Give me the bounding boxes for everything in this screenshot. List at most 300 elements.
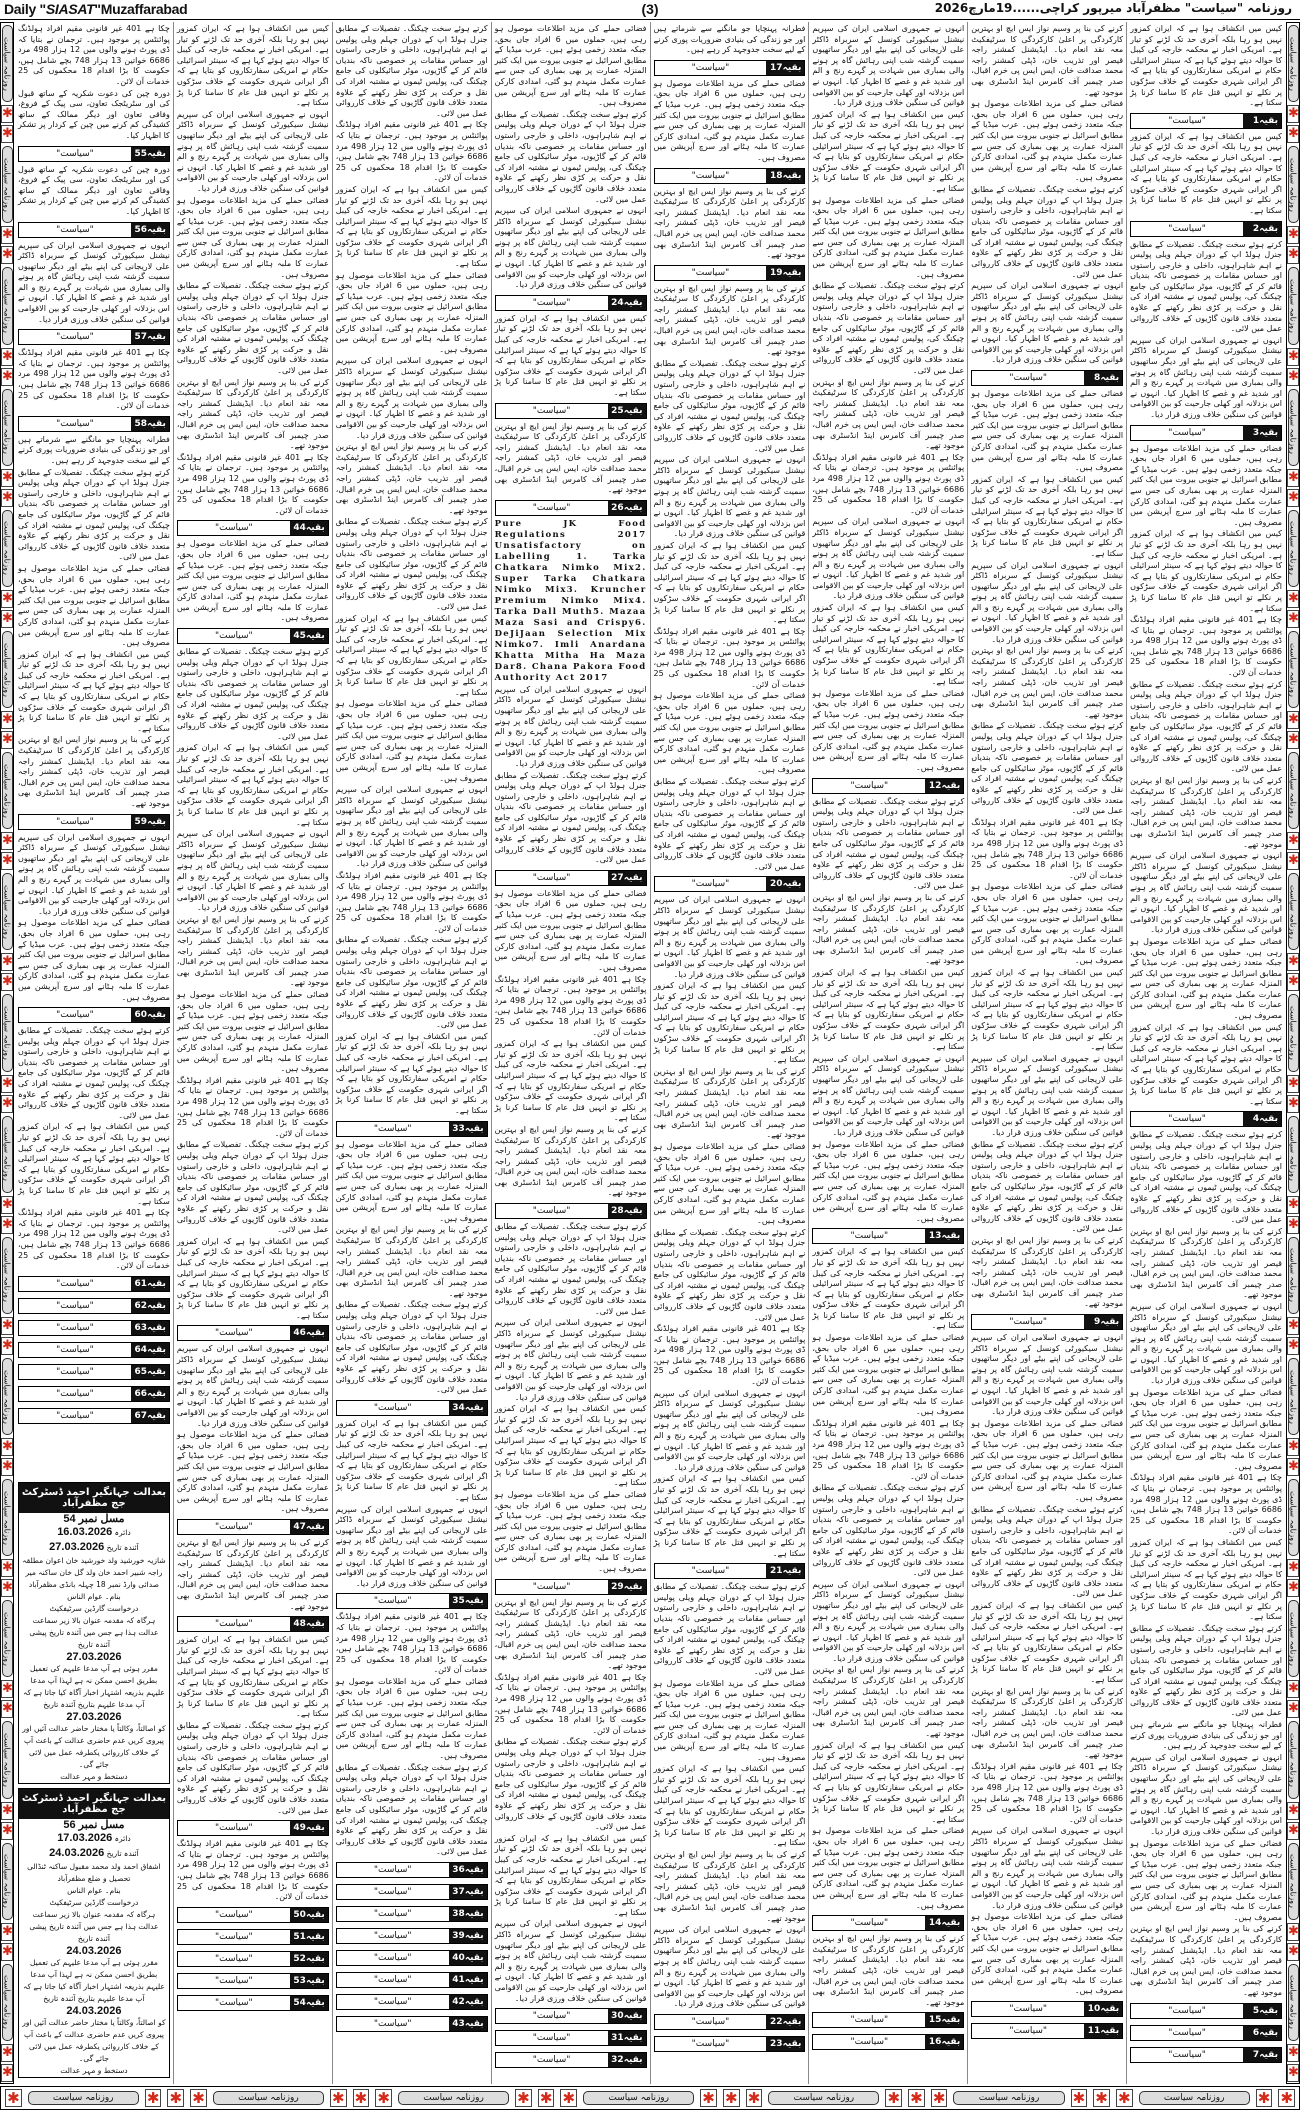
right-border-ornament: [1286, 22, 1300, 2084]
article-paragraph: کیس میں انکشاف ہوا ہے کہ ایران کمزور نہیں ہو رہا بلکہ آخری حد تک لڑنے کو تیار ہے۔ امریکی اخبار نے محکمہ خارجہ کی کیبل کا حوالہ دیتے ہوئے کہا ہے کہ سینئر اسرائیلی حکام نے امریکی سفارتکاروں کو بتایا ہے کہ اگر ایرانی شہری حکومت کے خلاف سڑکوں پر نکلے تو انہیں قتل عام کا سامنا کرنا پڑ سکتا ہے۔: [812, 603, 965, 687]
filed-date-line: [19, 1525, 169, 1540]
star-ornament-icon: ✱: [1288, 1943, 1299, 1959]
star-ornament-icon: ✱: [1288, 1459, 1299, 1475]
continuation-label: [177, 1995, 329, 2011]
article-paragraph: فضائی حملے کی مزید اطلاعات موصول ہو رہی ہیں، حملوں میں 6 افراد جاں بحق، جبکہ متعدد زخمی ہوئے ہیں۔ عرب میڈیا کے مطابق اسرائیل نے جنوبی بیروت میں ایک کثیر المنزلہ عمارت پر بھی بمباری کی جس سے عمارت مکمل منہدم ہو گئی، امدادی کارکن عمارت کا ملبہ ہٹانے اور سرچ آپریشن میں مصروف ہیں۔: [494, 24, 647, 108]
article-paragraph: کیس میں انکشاف ہوا ہے کہ ایران کمزور نہیں ہو رہا بلکہ آخری حد تک لڑنے کو تیار ہے۔ امریکی اخبار نے محکمہ خارجہ کی کیبل کا حوالہ دیتے ہوئے کہا ہے کہ سینئر اسرائیلی حکام نے امریکی سفارتکاروں کو بتایا ہے کہ اگر ایرانی شہری حکومت کے خلاف سڑکوں پر نکلے تو انہیں قتل عام کا سامنا کرنا پڑ سکتا ہے۔: [176, 24, 329, 108]
continuation-num: 39: [452, 1930, 465, 1941]
star-ornament-icon: ✱: [1288, 1802, 1299, 1818]
continuation-label: [971, 2001, 1123, 2017]
continuation-prefix: بقیہ: [147, 1278, 166, 1289]
continuation-number: [449, 1863, 487, 1877]
continuation-num: 57: [134, 332, 148, 343]
continuation-number: [449, 1973, 487, 1987]
continuation-paper-label: "سیاست": [19, 815, 131, 829]
border-caption: روزنامہ سیاست: [1288, 994, 1299, 1071]
article-paragraph: کیس میں انکشاف ہوا ہے کہ ایران کمزور نہیں ہو رہا بلکہ آخری حد تک لڑنے کو تیار ہے۔ امریکی اخبار نے محکمہ خارجہ کی کیبل کا حوالہ دیتے ہوئے کہا ہے کہ سینئر اسرائیلی حکام نے امریکی سفارتکاروں کو بتایا ہے کہ اگر ایرانی شہری حکومت کے خلاف سڑکوں پر نکلے تو انہیں قتل عام کا سامنا کرنا پڑ سکتا ہے۔: [812, 109, 965, 193]
star-ornament-icon: ✱: [1288, 348, 1299, 364]
continuation-paper-label: "سیاست": [178, 1974, 290, 1988]
continuation-label: [18, 416, 170, 432]
article-paragraph: کرتے ہوئے سخت چیکنگ۔ تفصیلات کے مطابق جنرل ہولڈ اپ کے دوران جہلم ویلی پولیس نے اہم شاہراہوں، داخلی و خارجی راستوں اور حساس مقامات پر خصوصی ناکہ بندیاں قائم کر کے گاڑیوں، موٹر سائیکلوں کی جامع چیکنگ کی، پولیس ٹیموں نے مشتبہ افراد کی نقل و حرکت پر کڑی نظر رکھنے کے علاوہ متعدد خلاف قانون گاڑیوں کے خلاف کارروائی عمل میں لائی۔: [176, 1720, 329, 1815]
article-paragraph: انہوں نے جمہوری اسلامی ایران کی سپریم نیشنل سیکیورٹی کونسل کے سربراہ ڈاکٹر علی لاریجانی کی اپنے بیٹے اور دیگر ساتھیوں سمیت گزشتہ شب اپنی رہائش گاہ پر ہونے والی بمباری میں شہادت پر گہرے رنج و الم اور شدید غم و غصے کا اظہار کیا۔ انہوں نے اس بزدلانہ اور کھلی جارحیت کو بین الاقوامی قوانین کی سنگین خلاف ورزی قرار دیا۔: [812, 1579, 965, 1663]
article-paragraph: کرتے ہوئے سخت چیکنگ۔ تفصیلات کے مطابق جنرل ہولڈ اپ کے دوران جہلم ویلی پولیس نے اہم شاہراہوں، داخلی و خارجی راستوں اور حساس مقامات پر خصوصی ناکہ بندیاں قائم کر کے گاڑیوں، موٹر سائیکلوں کی جامع چیکنگ کی، پولیس ٹیموں نے مشتبہ افراد کی نقل و حرکت پر کڑی نظر رکھنے کے علاوہ متعدد خلاف قانون گاڑیوں کے خلاف کارروائی عمل میں لائی۔: [653, 358, 806, 453]
continuation-label: [495, 500, 647, 516]
continuation-number: [1084, 2002, 1122, 2016]
continuation-number: [608, 2053, 646, 2067]
article-paragraph: کرنے کی بنا پر وسیم نواز ایس ایچ او بہترین کارکردگی پر اعلیٰ کارکردگی کا سرٹیفکیٹ معہ نقد انعام دیا۔ ایڈیشنل کمشنر راجہ قیصر اور تذریب خان، ڈپٹی کمشنر راجہ محمد صداقت خان، ایس ایس پی خرم اقبال، صدر چیمبر آف کامرس اینڈ انڈسٹری بھی موجود تھے۔: [335, 442, 488, 515]
article-paragraph: انہوں نے جمہوری اسلامی ایران کی سپریم نیشنل سیکیورٹی کونسل کے سربراہ ڈاکٹر علی لاریجانی کی اپنے بیٹے اور دیگر ساتھیوں سمیت گزشتہ شب اپنی رہائش گاہ پر ہونے والی بمباری میں شہادت پر گہرے رنج و الم اور شدید غم و غصے کا اظہار کیا۔ انہوں نے اس بزدلانہ اور کھلی جارحیت کو بین الاقوامی قوانین کی سنگین خلاف ورزی قرار دیا۔: [1130, 335, 1282, 419]
continuation-paper-label: "سیاست": [496, 296, 608, 310]
star-ornament-icon: ✱: [560, 2089, 577, 2107]
continuation-label: [336, 2016, 488, 2032]
continuation-num: 12: [928, 780, 942, 791]
continuation-prefix: بقیہ: [147, 1344, 166, 1355]
article-paragraph: چکا ہے 401 غیر قانونی مقیم افراد ہولڈنگ پوائنٹس پر موجود ہیں۔ ترجمان نے بتایا کہ ڈی پورٹ ہونے والوں میں 12 ہزار 498 مرد 6686 خواتین 13 ہزار 748 بچے شامل ہیں، حکومت کا بڑا اقدام 18 محکموں کی 25 خدمات آن لائن۔: [971, 817, 1124, 880]
paper-name-prefix: Daily ": [4, 1, 46, 17]
continuation-prefix: بقیہ: [623, 297, 643, 308]
article-paragraph: کیس میں انکشاف ہوا ہے کہ ایران کمزور نہیں ہو رہا بلکہ آخری حد تک لڑنے کو تیار ہے۔ امریکی اخبار نے محکمہ خارجہ کی کیبل کا حوالہ دیتے ہوئے کہا ہے کہ سینئر اسرائیلی حکام نے امریکی سفارتکاروں کو بتایا ہے کہ اگر ایرانی شہری حکومت کے خلاف سڑکوں پر نکلے تو انہیں قتل عام کا سامنا کرنا پڑ سکتا ہے۔: [1130, 131, 1282, 215]
continuation-prefix: بقیہ: [1100, 373, 1120, 383]
continuation-prefix: بقیہ: [464, 1974, 484, 1985]
continuation-number: [925, 2035, 963, 2049]
article-paragraph: کرتے ہوئے سخت چیکنگ۔ تفصیلات کے مطابق جنرل ہولڈ اپ کے دوران جہلم ویلی پولیس نے اہم شاہراہوں، داخلی و خارجی راستوں اور حساس مقامات پر خصوصی ناکہ بندیاں قائم کر کے گاڑیوں، موٹر سائیکلوں کی جامع چیکنگ کی، پولیس ٹیموں نے مشتبہ افراد کی نقل و حرکت پر کڑی نظر رکھنے کے علاوہ متعدد خلاف قانون گاڑیوں کے خلاف کارروائی عمل میں لائی۔: [1130, 239, 1282, 334]
article-paragraph: کیس میں انکشاف ہوا ہے کہ ایران کمزور نہیں ہو رہا بلکہ آخری حد تک لڑنے کو تیار ہے۔ امریکی اخبار نے محکمہ خارجہ کی کیبل کا حوالہ دیتے ہوئے کہا ہے کہ سینئر اسرائیلی حکام نے امریکی سفارتکاروں کو بتایا ہے کہ اگر ایرانی شہری حکومت کے خلاف سڑکوں پر نکلے تو انہیں قتل عام کا سامنا کرنا پڑ سکتا ہے۔: [335, 1418, 488, 1502]
article-paragraph: دورہ چین کی دعوت شکریہ کے ساتھ قبول کی اور سٹریٹجک تعاون، سی پیک کے فروغ، وفاقی تعاون اور دیگر ممالک کے ساتھ کشیدگی کم کرنے میں چین کے کردار پر تشکر کا اظہار کیا۔: [18, 164, 170, 216]
border-caption: روزنامہ سیاست: [2, 146, 13, 223]
continuation-num: 42: [452, 1996, 465, 2007]
article-paragraph: چکا ہے 401 غیر قانونی مقیم افراد ہولڈنگ پوائنٹس پر موجود ہیں۔ ترجمان نے بتایا کہ ڈی پورٹ ہونے والوں میں 12 ہزار 498 مرد 6686 خواتین 13 ہزار 748 بچے شامل ہیں، حکومت کا بڑا اقدام 18 محکموں کی 25 خدمات آن لائن۔: [335, 870, 488, 933]
continuation-label: [654, 265, 806, 281]
continuation-prefix: بقیہ: [305, 1823, 325, 1834]
continuation-prefix: بقیہ: [1259, 1114, 1278, 1125]
article-paragraph: کرتے ہوئے سخت چیکنگ۔ تفصیلات کے مطابق جنرل ہولڈ اپ کے دوران جہلم ویلی پولیس نے اہم شاہراہوں، داخلی و خارجی راستوں اور حساس مقامات پر خصوصی ناکہ بندیاں قائم کر کے گاڑیوں، موٹر سائیکلوں کی جامع چیکنگ کی، پولیس ٹیموں نے مشتبہ افراد کی نقل و حرکت پر کڑی نظر رکھنے کے علاوہ متعدد خلاف قانون گاڑیوں کے خلاف کارروائی عمل میں لائی۔: [1130, 1623, 1282, 1718]
article-paragraph: چکا ہے 401 غیر قانونی مقیم افراد ہولڈنگ پوائنٹس پر موجود ہیں۔ ترجمان نے بتایا کہ ڈی پورٹ ہونے والوں میں 12 ہزار 498 مرد 6686 خواتین 13 ہزار 748 بچے شامل ہیں، حکومت کا بڑا اقدام 18 محکموں کی 25 خدمات آن لائن۔: [18, 24, 170, 86]
continuation-paper-label: "سیاست": [178, 1930, 290, 1944]
article-paragraph: کیس میں انکشاف ہوا ہے کہ ایران کمزور نہیں ہو رہا بلکہ آخری حد تک لڑنے کو تیار ہے۔ امریکی اخبار نے محکمہ خارجہ کی کیبل کا حوالہ دیتے ہوئے کہا ہے کہ سینئر اسرائیلی حکام نے امریکی سفارتکاروں کو بتایا ہے کہ اگر ایرانی شہری حکومت کے خلاف سڑکوں پر نکلے تو انہیں قتل عام کا سامنا کرنا پڑ سکتا ہے۔: [494, 313, 647, 397]
hearing-date: 27.03.2026: [66, 1711, 122, 1723]
article-paragraph: کیس میں انکشاف ہوا ہے کہ ایران کمزور نہیں ہو رہا بلکہ آخری حد تک لڑنے کو تیار ہے۔ امریکی اخبار نے محکمہ خارجہ کی کیبل کا حوالہ دیتے ہوئے کہا ہے کہ سینئر اسرائیلی حکام نے امریکی سفارتکاروں کو بتایا ہے کہ اگر ایرانی شہری حکومت کے خلاف سڑکوں پر نکلے تو انہیں قتل عام کا سامنا کرنا پڑ سکتا ہے۔: [494, 1833, 647, 1917]
continuation-prefix: بقیہ: [782, 62, 802, 73]
continuation-label: [336, 1928, 488, 1944]
continuation-paper-label: "سیاست": [178, 1821, 290, 1835]
continuation-prefix: بقیہ: [147, 332, 166, 343]
continuation-number: [925, 779, 963, 793]
subject-text: درخواست گارڈین سرٹیفکیٹ: [49, 1604, 139, 1613]
article-paragraph: کرتے ہوئے سخت چیکنگ۔ تفصیلات کے مطابق جنرل ہولڈ اپ کے دوران جہلم ویلی پولیس نے اہم شاہراہوں، داخلی و خارجی راستوں اور حساس مقامات پر خصوصی ناکہ بندیاں قائم کر کے گاڑیوں، موٹر سائیکلوں کی جامع چیکنگ کی، پولیس ٹیموں نے مشتبہ افراد کی نقل و حرکت پر کڑی نظر رکھنے کے علاوہ متعدد خلاف قانون گاڑیوں کے خلاف کارروائی عمل میں لائی۔: [335, 517, 488, 612]
continuation-paper-label: "سیاست": [496, 2009, 608, 2023]
continuation-prefix: بقیہ: [464, 2018, 484, 2029]
star-ornament-icon: ✱: [167, 2089, 184, 2107]
continuation-prefix: بقیہ: [623, 2011, 643, 2022]
continuation-num: 6: [1252, 2027, 1260, 2038]
star-ornament-icon: ✱: [908, 2089, 925, 2107]
star-ornament-icon: ✱: [1288, 106, 1299, 122]
article-paragraph: فضائی حملے کی مزید اطلاعات موصول ہو رہی ہیں، حملوں میں 6 افراد جاں بحق، جبکہ متعدد زخمی ہوئے ہیں۔ عرب میڈیا کے مطابق اسرائیل نے جنوبی بیروت میں ایک کثیر المنزلہ عمارت پر بھی بمباری کی جس سے عمارت مکمل منہدم ہو گئی، امدادی کارکن عمارت کا ملبہ ہٹانے اور سرچ آپریشن میں مصروف ہیں۔: [1130, 936, 1282, 1021]
border-caption: روزنامہ سیاست: [2, 631, 13, 708]
continuation-paper-label: "سیاست": [655, 169, 767, 183]
continuation-num: 41: [452, 1974, 465, 1985]
article-paragraph: فضائی حملے کی مزید اطلاعات موصول ہو رہی ہیں، حملوں میں 6 افراد جاں بحق، جبکہ متعدد زخمی ہوئے ہیں۔ عرب میڈیا کے مطابق اسرائیل نے جنوبی بیروت میں ایک کثیر المنزلہ عمارت پر بھی بمباری کی جس سے عمارت مکمل منہدم ہو گئی، امدادی کارکن عمارت کا ملبہ ہٹانے اور سرچ آپریشن میں مصروف ہیں۔: [176, 990, 329, 1074]
continuation-number: [290, 629, 328, 643]
continuation-prefix: بقیہ: [305, 1975, 325, 1986]
article-paragraph: کیس میں انکشاف ہوا ہے کہ ایران کمزور نہیں ہو رہا بلکہ آخری حد تک لڑنے کو تیار ہے۔ امریکی اخبار نے محکمہ خارجہ کی کیبل کا حوالہ دیتے ہوئے کہا ہے کہ سینئر اسرائیلی حکام نے امریکی سفارتکاروں کو بتایا ہے کہ اگر ایرانی شہری حکومت کے خلاف سڑکوں پر نکلے تو انہیں قتل عام کا سامنا کرنا پڑ سکتا ہے۔: [335, 1031, 488, 1115]
article-paragraph: فضائی حملے کی مزید اطلاعات موصول ہو رہی ہیں، حملوں میں 6 افراد جاں بحق، جبکہ متعدد زخمی ہوئے ہیں۔ عرب میڈیا کے مطابق اسرائیل نے جنوبی بیروت میں ایک کثیر المنزلہ عمارت پر بھی بمباری کی جس سے عمارت مکمل منہدم ہو گئی، امدادی کارکن عمارت کا ملبہ ہٹانے اور سرچ آپریشن میں مصروف ہیں۔: [1130, 1387, 1282, 1471]
continuation-prefix: بقیہ: [464, 1864, 484, 1875]
article-paragraph: کرنے کی بنا پر وسیم نواز ایس ایچ او بہترین کارکردگی پر اعلیٰ کارکردگی کا سرٹیفکیٹ معہ نقد انعام دیا۔ ایڈیشنل کمشنر راجہ قیصر اور تذریب خان، ڈپٹی کمشنر راجہ محمد صداقت خان، ایس ایس پی خرم اقبال، صدر چیمبر آف کامرس اینڈ انڈسٹری بھی موجود تھے۔: [812, 1665, 965, 1739]
continuation-label: [812, 778, 964, 794]
star-ornament-icon: ✱: [2, 853, 13, 869]
article-paragraph: چکا ہے 401 غیر قانونی مقیم افراد ہولڈنگ پوائنٹس پر موجود ہیں۔ ترجمان نے بتایا کہ ڈی پورٹ ہونے والوں میں 12 ہزار 498 مرد 6686 خواتین 13 ہزار 748 بچے شامل ہیں، حکومت کا بڑا اقدام 18 محکموں کی 25 خدمات آن لائن۔: [812, 452, 965, 515]
star-ornament-icon: ✱: [1278, 2089, 1295, 2107]
continuation-prefix: بقیہ: [147, 1410, 166, 1421]
continuation-num: 29: [611, 1581, 624, 1592]
continuation-number: [766, 169, 804, 183]
continuation-number: [1243, 1112, 1281, 1126]
article-paragraph: چکا ہے 401 غیر قانونی مقیم افراد ہولڈنگ پوائنٹس پر موجود ہیں۔ ترجمان نے بتایا کہ ڈی پورٹ ہونے والوں میں 12 ہزار 498 مرد 6686 خواتین 13 ہزار 748 بچے شامل ہیں، حکومت کا بڑا اقدام 18 محکموں کی 25 خدمات آن لائن۔: [176, 1839, 329, 1902]
continuation-num: 47: [293, 1521, 306, 1532]
article-paragraph: کرنے کی بنا پر وسیم نواز ایس ایچ او بہترین کارکردگی پر اعلیٰ کارکردگی کا سرٹیفکیٹ معہ نقد انعام دیا۔ ایڈیشنل کمشنر راجہ قیصر اور تذریب خان، ڈپٹی کمشنر راجہ محمد صداقت خان، ایس ایس پی خرم اقبال، صدر چیمبر آف کامرس اینڈ انڈسٹری بھی موجود تھے۔: [335, 1225, 488, 1298]
article-paragraph: انہوں نے جمہوری اسلامی ایران کی سپریم نیشنل سیکیورٹی کونسل کے سربراہ ڈاکٹر علی لاریجانی کی اپنے بیٹے اور دیگر ساتھیوں سمیت گزشتہ شب اپنی رہائش گاہ پر ہونے والی بمباری میں شہادت پر گہرے رنج و الم اور شدید غم و غصے کا اظہار کیا۔ انہوں نے اس بزدلانہ اور کھلی جارحیت کو بین الاقوامی قوانین کی سنگین خلاف ورزی قرار دیا۔: [653, 455, 806, 539]
star-ornament-icon: ✱: [330, 2089, 347, 2107]
continuation-prefix: بقیہ: [782, 170, 802, 181]
article-paragraph: کرنے کی بنا پر وسیم نواز ایس ایچ او بہترین کارکردگی پر اعلیٰ کارکردگی کا سرٹیفکیٹ معہ نقد انعام دیا۔ ایڈیشنل کمشنر راجہ قیصر اور تذریب خان، ڈپٹی کمشنر راجہ محمد صداقت خان، ایس ایس پی خرم اقبال، صدر چیمبر آف کامرس اینڈ انڈسٹری بھی موجود تھے۔: [18, 735, 170, 808]
article-paragraph: کرتے ہوئے سخت چیکنگ۔ تفصیلات کے مطابق جنرل ہولڈ اپ کے دوران جہلم ویلی پولیس نے اہم شاہراہوں، داخلی و خارجی راستوں اور حساس مقامات پر خصوصی ناکہ بندیاں قائم کر کے گاڑیوں، موٹر سائیکلوں کی جامع چیکنگ کی، پولیس ٹیموں نے مشتبہ افراد کی نقل و حرکت پر کڑی نظر رکھنے کے علاوہ متعدد خلاف قانون گاڑیوں کے خلاف کارروائی عمل میں لائی۔: [494, 1222, 647, 1316]
continuation-number: [131, 417, 169, 431]
continuation-label: [812, 1228, 964, 1244]
news-column: [15, 22, 173, 2084]
continuation-prefix: بقیہ: [1259, 2049, 1278, 2060]
continuation-paper-label: "سیاست": [655, 1564, 767, 1578]
continuation-prefix: بقیہ: [305, 523, 325, 534]
article-paragraph: انہوں نے جمہوری اسلامی ایران کی سپریم نیشنل سیکیورٹی کونسل کے سربراہ ڈاکٹر علی لاریجانی کی اپنے بیٹے اور دیگر ساتھیوں سمیت گزشتہ شب اپنی رہائش گاہ پر ہونے والی بمباری میں شہادت پر گہرے رنج و الم اور شدید غم و غصے کا اظہار کیا۔ انہوں نے اس بزدلانہ اور کھلی جارحیت کو بین الاقوامی قوانین کی سنگین خلاف ورزی قرار دیا۔: [494, 1318, 647, 1402]
border-caption: روزنامہ سیاست: [2, 510, 13, 587]
continuation-label: [336, 1121, 488, 1137]
continuation-num: 34: [452, 1402, 465, 1413]
article-paragraph: انہوں نے جمہوری اسلامی ایران کی سپریم نیشنل سیکیورٹی کونسل کے سربراہ ڈاکٹر علی لاریجانی کی اپنے بیٹے اور دیگر ساتھیوں سمیت گزشتہ شب اپنی رہائش گاہ پر ہونے والی بمباری میں شہادت پر گہرے رنج و الم اور شدید غم و غصے کا اظہار کیا۔ انہوں نے اس بزدلانہ اور کھلی جارحیت کو بین الاقوامی قوانین کی سنگین خلاف ورزی قرار دیا۔: [18, 240, 170, 324]
continuation-paper-label: "سیاست": [337, 1951, 449, 1965]
continuation-prefix: بقیہ: [623, 2055, 643, 2066]
court-notice-title: بعدالت جہانگیر احمد ڈسٹرکٹ جج مظفرآباد: [19, 1789, 169, 1819]
continuation-label: [18, 222, 170, 238]
masthead-strip: [0, 0, 1300, 20]
article-paragraph: کرنے کی بنا پر وسیم نواز ایس ایچ او بہترین کارکردگی پر اعلیٰ کارکردگی کا سرٹیفکیٹ معہ نقد انعام دیا۔ ایڈیشنل کمشنر راجہ قیصر اور تذریب خان، ڈپٹی کمشنر راجہ محمد صداقت خان، ایس ایس پی خرم اقبال، صدر چیمبر آف کامرس اینڈ انڈسٹری بھی موجود تھے۔: [971, 1235, 1124, 1309]
continuation-num: 18: [770, 170, 783, 181]
continuation-num: 16: [928, 2037, 942, 2048]
continuation-number: [449, 1951, 487, 1965]
continuation-prefix: بقیہ: [305, 1997, 325, 2008]
star-ornament-icon: ✱: [1288, 732, 1299, 748]
continuation-prefix: بقیہ: [464, 1402, 484, 1413]
paper-city: "Muzaffarabad: [94, 1, 188, 17]
article-paragraph: فطرانہ پہنچایا جو مانگنے سے شرماتے ہیں اور جو زندگی کی بنیادی ضروریات پوری کرنے کے لیے سخت جدوجہد کر رہے ہیں۔: [653, 24, 806, 55]
article-paragraph: کرتے ہوئے سخت چیکنگ۔ تفصیلات کے مطابق جنرل ہولڈ اپ کے دوران جہلم ویلی پولیس نے اہم شاہراہوں، داخلی و خارجی راستوں اور حساس مقامات پر خصوصی ناکہ بندیاں قائم کر کے گاڑیوں، موٹر سائیکلوں کی جامع چیکنگ کی، پولیس ٹیموں نے مشتبہ افراد کی نقل و حرکت پر کڑی نظر رکھنے کے علاوہ متعدد خلاف قانون گاڑیوں کے خلاف کارروائی عمل میں لائی۔: [335, 24, 488, 118]
continuation-paper-label: "سیاست": [337, 1995, 449, 2009]
continuation-num: 65: [134, 1366, 148, 1377]
continuation-number: [131, 1299, 169, 1313]
continuation-num: 61: [134, 1278, 148, 1289]
next-date: 24.03.2026: [49, 1847, 105, 1859]
continuation-paper-label: "سیاست": [496, 404, 608, 418]
continuation-prefix: بقیہ: [305, 1931, 325, 1942]
continuation-label: [1130, 425, 1282, 441]
article-paragraph: فضائی حملے کی مزید اطلاعات موصول ہو رہی ہیں، حملوں میں 6 افراد جاں بحق، جبکہ متعدد زخمی ہوئے ہیں۔ عرب میڈیا کے مطابق اسرائیل نے جنوبی بیروت میں ایک کثیر المنزلہ عمارت پر بھی بمباری کی جس سے عمارت مکمل منہدم ہو گئی، امدادی کارکن عمارت کا ملبہ ہٹانے اور سرچ آپریشن میں مصروف ہیں۔: [335, 1676, 488, 1761]
continuation-label: [177, 628, 329, 644]
continuation-paper-label: "سیاست": [813, 1229, 925, 1243]
versus-text: بنام۔ عوام الناس: [67, 1886, 121, 1895]
court-signature: دستخط و مہر عدالت: [60, 1772, 128, 1781]
next-date-line: [19, 1846, 169, 1861]
continuation-label: [177, 520, 329, 536]
article-paragraph: کرنے کی بنا پر وسیم نواز ایس ایچ او بہترین کارکردگی پر اعلیٰ کارکردگی کا سرٹیفکیٹ معہ نقد انعام دیا۔ ایڈیشنل کمشنر راجہ قیصر اور تذریب خان، ڈپٹی کمشنر راجہ محمد صداقت خان، ایس ایس پی خرم اقبال، صدر چیمبر آف کامرس اینڈ انڈسٹری بھی موجود تھے۔: [653, 186, 806, 260]
article-paragraph: فضائی حملے کی مزید اطلاعات موصول ہو رہی ہیں، حملوں میں 6 افراد جاں بحق، جبکہ متعدد زخمی ہوئے ہیں۔ عرب میڈیا کے مطابق اسرائیل نے جنوبی بیروت میں ایک کثیر المنزلہ عمارت پر بھی بمباری کی جس سے عمارت مکمل منہدم ہو گئی، امدادی کارکن عمارت کا ملبہ ہٹانے اور سرچ آپریشن میں مصروف ہیں۔: [812, 1826, 965, 1910]
continuation-paper-label: "سیاست": [1131, 2004, 1243, 2018]
continuation-paper-label: "سیاست": [337, 1973, 449, 1987]
article-paragraph: کیس میں انکشاف ہوا ہے کہ ایران کمزور نہیں ہو رہا بلکہ آخری حد تک لڑنے کو تیار ہے۔ امریکی اخبار نے محکمہ خارجہ کی کیبل کا حوالہ دیتے ہوئے کہا ہے کہ سینئر اسرائیلی حکام نے امریکی سفارتکاروں کو بتایا ہے کہ اگر ایرانی شہری حکومت کے خلاف سڑکوں پر نکلے تو انہیں قتل عام کا سامنا کرنا پڑ سکتا ہے۔: [335, 184, 488, 269]
continuation-number: [449, 1929, 487, 1943]
continuation-label: [18, 814, 170, 830]
continuation-num: 51: [293, 1931, 306, 1942]
continuation-number: [290, 1908, 328, 1922]
article-paragraph: انہوں نے جمہوری اسلامی ایران کی سپریم نیشنل سیکیورٹی کونسل کے سربراہ ڈاکٹر علی لاریجانی کی اپنے بیٹے اور دیگر ساتھیوں سمیت گزشتہ شب اپنی رہائش گاہ پر ہونے والی بمباری میں شہادت پر گہرے رنج و الم اور شدید غم و غصے کا اظہار کیا۔ انہوں نے اس بزدلانہ اور کھلی جارحیت کو بین الاقوامی قوانین کی سنگین خلاف ورزی قرار دیا۔: [812, 24, 965, 108]
continuation-paper-label: "سیاست": [178, 1996, 290, 2010]
star-ornament-icon: ✱: [700, 2089, 717, 2107]
article-paragraph: انہوں نے جمہوری اسلامی ایران کی سپریم نیشنل سیکیورٹی کونسل کے سربراہ ڈاکٹر علی لاریجانی کی اپنے بیٹے اور دیگر ساتھیوں سمیت گزشتہ شب اپنی رہائش گاہ پر ہونے والی بمباری میں شہادت پر گہرے رنج و الم اور شدید غم و غصے کا اظہار کیا۔ انہوں نے اس بزدلانہ اور کھلی جارحیت کو بین الاقوامی قوانین کی سنگین خلاف ورزی قرار دیا۔: [494, 206, 647, 290]
star-ornament-icon: ✱: [375, 2089, 392, 2107]
border-caption: روزنامہ سیاست: [2, 1600, 13, 1677]
star-ornament-icon: ✱: [538, 2089, 555, 2107]
continuation-label: [1130, 113, 1282, 129]
border-caption: روزنامہ سیاست: [1288, 1237, 1299, 1314]
continuation-label: [336, 1862, 488, 1878]
article-paragraph: کیس میں انکشاف ہوا ہے کہ ایران کمزور نہیں ہو رہا بلکہ آخری حد تک لڑنے کو تیار ہے۔ امریکی اخبار نے محکمہ خارجہ کی کیبل کا حوالہ دیتے ہوئے کہا ہے کہ سینئر اسرائیلی حکام نے امریکی سفارتکاروں کو بتایا ہے کہ اگر ایرانی شہری حکومت کے خلاف سڑکوں پر نکلے تو انہیں قتل عام کا سامنا کرنا پڑ سکتا ہے۔: [176, 743, 329, 827]
star-ornament-icon: ✱: [1288, 1337, 1299, 1353]
article-paragraph: چکا ہے 401 غیر قانونی مقیم افراد ہولڈنگ پوائنٹس پر موجود ہیں۔ ترجمان نے بتایا کہ ڈی پورٹ ہونے والوں میں 12 ہزار 498 مرد 6686 خواتین 13 ہزار 748 بچے شامل ہیں، حکومت کا بڑا اقدام 18 محکموں کی 25 خدمات آن لائن۔: [653, 626, 806, 689]
article-paragraph: کرنے کی بنا پر وسیم نواز ایس ایچ او بہترین کارکردگی پر اعلیٰ کارکردگی کا سرٹیفکیٹ معہ نقد انعام دیا۔ ایڈیشنل کمشنر راجہ قیصر اور تذریب خان، ڈپٹی کمشنر راجہ محمد صداقت خان، ایس ایس پی خرم اقبال، صدر چیمبر آف کامرس اینڈ انڈسٹری بھی موجود تھے۔: [971, 646, 1124, 719]
star-ornament-icon: ✱: [2, 247, 13, 263]
star-ornament-icon: ✱: [723, 2089, 740, 2107]
notice-body: مقرر ہوئی ہے آپ مدعا علیہم کی تعمیل بطریق احسن ممکن نہ ہے لہذا آپ مدعا علیہم بذریعہ اشتہار اخبار آگاہ کیا جاتا ہے کہ آپ مدعا علیہم بتاریخ آئندہ تاریخ: [23, 1664, 165, 1709]
article-paragraph: کیس میں انکشاف ہوا ہے کہ ایران کمزور نہیں ہو رہا بلکہ آخری حد تک لڑنے کو تیار ہے۔ امریکی اخبار نے محکمہ خارجہ کی کیبل کا حوالہ دیتے ہوئے کہا ہے کہ سینئر اسرائیلی حکام نے امریکی سفارتکاروں کو بتایا ہے کہ اگر ایرانی شہری حکومت کے خلاف سڑکوں پر نکلے تو انہیں قتل عام کا سامنا کرنا پڑ سکتا ہے۔: [653, 1474, 806, 1558]
continuation-num: 63: [134, 1322, 148, 1333]
article-paragraph: کرتے ہوئے سخت چیکنگ۔ تفصیلات کے مطابق جنرل ہولڈ اپ کے دوران جہلم ویلی پولیس نے اہم شاہراہوں، داخلی و خارجی راستوں اور حساس مقامات پر خصوصی ناکہ بندیاں قائم کر کے گاڑیوں، موٹر سائیکلوں کی جامع چیکنگ کی، پولیس ٹیموں نے مشتبہ افراد کی نقل و حرکت پر کڑی نظر رکھنے کے علاوہ متعدد خلاف قانون گاڑیوں کے خلاف کارروائی عمل میں لائی۔: [812, 281, 965, 375]
filed-date: 16.03.2026: [57, 1526, 113, 1538]
article-paragraph: کرتے ہوئے سخت چیکنگ۔ تفصیلات کے مطابق جنرل ہولڈ اپ کے دوران جہلم ویلی پولیس نے اہم شاہراہوں، داخلی و خارجی راستوں اور حساس مقامات پر خصوصی ناکہ بندیاں قائم کر کے گاڑیوں، موٹر سائیکلوں کی جامع چیکنگ کی، پولیس ٹیموں نے مشتبہ افراد کی نقل و حرکت پر کڑی نظر رکھنے کے علاوہ متعدد خلاف قانون گاڑیوں کے خلاف کارروائی عمل میں لائی۔: [18, 467, 170, 562]
article-paragraph: چکا ہے 401 غیر قانونی مقیم افراد ہولڈنگ پوائنٹس پر موجود ہیں۔ ترجمان نے بتایا کہ ڈی پورٹ ہونے والوں میں 12 ہزار 498 مرد 6686 خواتین 13 ہزار 748 بچے شامل ہیں، حکومت کا بڑا اقدام 18 محکموں کی 25 خدمات آن لائن۔: [653, 1324, 806, 1387]
article-paragraph: انہوں نے جمہوری اسلامی ایران کی سپریم نیشنل سیکیورٹی کونسل کے سربراہ ڈاکٹر علی لاریجانی کی اپنے بیٹے اور دیگر ساتھیوں سمیت گزشتہ شب اپنی رہائش گاہ پر ہونے والی بمباری میں شہادت پر گہرے رنج و الم اور شدید غم و غصے کا اظہار کیا۔ انہوں نے اس بزدلانہ اور کھلی جارحیت کو بین الاقوامی قوانین کی سنگین خلاف ورزی قرار دیا۔: [971, 1053, 1124, 1137]
article-paragraph: کرتے ہوئے سخت چیکنگ۔ تفصیلات کے مطابق جنرل ہولڈ اپ کے دوران جہلم ویلی پولیس نے اہم شاہراہوں، داخلی و خارجی راستوں اور حساس مقامات پر خصوصی ناکہ بندیاں قائم کر کے گاڑیوں، موٹر سائیکلوں کی جامع چیکنگ کی، پولیس ٹیموں نے مشتبہ افراد کی نقل و حرکت پر کڑی نظر رکھنے کے علاوہ متعدد خلاف قانون گاڑیوں کے خلاف کارروائی عمل میں لائی۔: [1130, 679, 1282, 774]
continuation-num: 46: [293, 1328, 306, 1339]
border-caption: روزنامہ سیاست: [2, 389, 13, 466]
page-number: (3): [641, 1, 659, 17]
continuation-number: [766, 61, 804, 75]
continuation-number: [449, 1885, 487, 1899]
article-paragraph: کرتے ہوئے سخت چیکنگ۔ تفصیلات کے مطابق جنرل ہولڈ اپ کے دوران جہلم ویلی پولیس نے اہم شاہراہوں، داخلی و خارجی راستوں اور حساس مقامات پر خصوصی ناکہ بندیاں قائم کر کے گاڑیوں، موٹر سائیکلوں کی جامع چیکنگ کی، پولیس ٹیموں نے مشتبہ افراد کی نقل و حرکت پر کڑی نظر رکھنے کے علاوہ متعدد خلاف قانون گاڑیوں کے خلاف کارروائی عمل میں لائی۔: [653, 777, 806, 871]
continuation-label: [177, 1907, 329, 1923]
continuation-number: [131, 1365, 169, 1379]
article-paragraph: کرنے کی بنا پر وسیم نواز ایس ایچ او بہترین کارکردگی پر اعلیٰ کارکردگی کا سرٹیفکیٹ معہ نقد انعام دیا۔ ایڈیشنل کمشنر راجہ قیصر اور تذریب خان، ڈپٹی کمشنر راجہ محمد صداقت خان، ایس ایس پی خرم اقبال، صدر چیمبر آف کامرس اینڈ انڈسٹری بھی موجود تھے۔: [494, 1597, 647, 1671]
article-paragraph: انہوں نے جمہوری اسلامی ایران کی سپریم نیشنل سیکیورٹی کونسل کے سربراہ ڈاکٹر علی لاریجانی کی اپنے بیٹے اور دیگر ساتھیوں سمیت گزشتہ شب اپنی رہائش گاہ پر ہونے والی بمباری میں شہادت پر گہرے رنج و الم اور شدید غم و غصے کا اظہار کیا۔ انہوں نے اس بزدلانہ اور کھلی جارحیت کو بین الاقوامی قوانین کی سنگین خلاف ورزی قرار دیا۔: [1130, 851, 1282, 935]
continuation-prefix: بقیہ: [1100, 1317, 1120, 1328]
star-ornament-icon: ✱: [2, 974, 13, 990]
star-ornament-icon: ✱: [2, 1337, 13, 1353]
border-caption: روزنامہ سیاست: [1288, 631, 1299, 708]
paper-brand: SIASAT: [45, 1, 95, 17]
star-ornament-icon: ✱: [1288, 1681, 1299, 1697]
continuation-prefix: بقیہ: [941, 780, 961, 791]
star-ornament-icon: ✱: [2, 1196, 13, 1212]
continuation-number: [449, 1401, 487, 1415]
continuation-number: [131, 1409, 169, 1423]
continuation-num: 5: [1252, 2005, 1260, 2016]
continuation-number: [608, 1580, 646, 1594]
continuation-num: 30: [611, 2011, 624, 2022]
star-ornament-icon: ✱: [1288, 1216, 1299, 1232]
border-caption: روزنامہ سیاست: [2, 267, 13, 344]
continuation-number: [608, 296, 646, 310]
star-ornament-icon: ✱: [931, 2089, 948, 2107]
continuation-label: [18, 1007, 170, 1023]
continuation-number: [449, 1995, 487, 2009]
star-ornament-icon: ✱: [1288, 1095, 1299, 1111]
continuation-paper-label: "سیاست": [19, 1343, 131, 1357]
star-ornament-icon: ✱: [515, 2089, 532, 2107]
continuation-paper-label: "سیاست": [178, 1617, 290, 1631]
article-paragraph: کیس میں انکشاف ہوا ہے کہ ایران کمزور نہیں ہو رہا بلکہ آخری حد تک لڑنے کو تیار ہے۔ امریکی اخبار نے محکمہ خارجہ کی کیبل کا حوالہ دیتے ہوئے کہا ہے کہ سینئر اسرائیلی حکام نے امریکی سفارتکاروں کو بتایا ہے کہ اگر ایرانی شہری حکومت کے خلاف سڑکوں پر نکلے تو انہیں قتل عام کا سامنا کرنا پڑ سکتا ہے۔: [18, 649, 170, 733]
continuation-number: [290, 1930, 328, 1944]
continuation-label: [18, 1298, 170, 1314]
continuation-num: 19: [770, 267, 783, 278]
continuation-label: [18, 1276, 170, 1292]
star-ornament-icon: ✱: [2, 1075, 13, 1091]
star-ornament-icon: ✱: [2, 1701, 13, 1717]
continuation-prefix: بقیہ: [305, 631, 325, 642]
continuation-num: 45: [293, 631, 306, 642]
article-paragraph: کرتے ہوئے سخت چیکنگ۔ تفصیلات کے مطابق جنرل ہولڈ اپ کے دوران جہلم ویلی پولیس نے اہم شاہراہوں، داخلی و خارجی راستوں اور حساس مقامات پر خصوصی ناکہ بندیاں قائم کر کے گاڑیوں، موٹر سائیکلوں کی جامع چیکنگ کی، پولیس ٹیموں نے مشتبہ افراد کی نقل و حرکت پر کڑی نظر رکھنے کے علاوہ متعدد خلاف قانون گاڑیوں کے خلاف کارروائی عمل میں لائی۔: [812, 796, 965, 891]
article-paragraph: کرتے ہوئے سخت چیکنگ۔ تفصیلات کے مطابق جنرل ہولڈ اپ کے دوران جہلم ویلی پولیس نے اہم شاہراہوں، داخلی و خارجی راستوں اور حساس مقامات پر خصوصی ناکہ بندیاں قائم کر کے گاڑیوں، موٹر سائیکلوں کی جامع چیکنگ کی، پولیس ٹیموں نے مشتبہ افراد کی نقل و حرکت پر کڑی نظر رکھنے کے علاوہ متعدد خلاف قانون گاڑیوں کے خلاف کارروائی عمل میں لائی۔: [971, 721, 1124, 816]
continuation-label: [336, 1994, 488, 2010]
article-paragraph: کرتے ہوئے سخت چیکنگ۔ تفصیلات کے مطابق جنرل ہولڈ اپ کے دوران جہلم ویلی پولیس نے اہم شاہراہوں، داخلی و خارجی راستوں اور حساس مقامات پر خصوصی ناکہ بندیاں قائم کر کے گاڑیوں، موٹر سائیکلوں کی جامع چیکنگ کی، پولیس ٹیموں نے مشتبہ افراد کی نقل و حرکت پر کڑی نظر رکھنے کے علاوہ متعدد خلاف قانون گاڑیوں کے خلاف کارروائی عمل میں لائی۔: [18, 1026, 170, 1120]
border-caption: روزنامہ سیاست: [768, 2091, 879, 2105]
border-caption: روزنامہ سیاست: [2, 1721, 13, 1798]
continuation-number: [131, 223, 169, 237]
article-paragraph: انہوں نے جمہوری اسلامی ایران کی سپریم نیشنل سیکیورٹی کونسل کے سربراہ ڈاکٹر علی لاریجانی کی اپنے بیٹے اور دیگر ساتھیوں سمیت گزشتہ شب اپنی رہائش گاہ پر ہونے والی بمباری میں شہادت پر گہرے رنج و الم اور شدید غم و غصے کا اظہار کیا۔ انہوں نے اس بزدلانہ اور کھلی جارحیت کو بین الاقوامی قوانین کی سنگین خلاف ورزی قرار دیا۔: [335, 1504, 488, 1588]
continuation-paper-label: "سیاست": [813, 1916, 925, 1930]
continuation-number: [290, 1821, 328, 1835]
case-number: مسل نمبر 56: [63, 1819, 125, 1831]
article-paragraph: کیس میں انکشاف ہوا ہے کہ ایران کمزور نہیں ہو رہا بلکہ آخری حد تک لڑنے کو تیار ہے۔ امریکی اخبار نے محکمہ خارجہ کی کیبل کا حوالہ دیتے ہوئے کہا ہے کہ سینئر اسرائیلی حکام نے امریکی سفارتکاروں کو بتایا ہے کہ اگر ایرانی شہری حکومت کے خلاف سڑکوں پر نکلے تو انہیں قتل عام کا سامنا کرنا پڑ سکتا ہے۔: [494, 1404, 647, 1488]
continuation-prefix: بقیہ: [464, 1908, 484, 1919]
continuation-paper-label: "سیاست": [655, 2015, 767, 2029]
border-caption: روزنامہ سیاست: [1288, 1358, 1299, 1435]
continuation-label: [495, 2052, 647, 2068]
article-paragraph: کرتے ہوئے سخت چیکنگ۔ تفصیلات کے مطابق جنرل ہولڈ اپ کے دوران جہلم ویلی پولیس نے اہم شاہراہوں، داخلی و خارجی راستوں اور حساس مقامات پر خصوصی ناکہ بندیاں قائم کر کے گاڑیوں، موٹر سائیکلوں کی جامع چیکنگ کی، پولیس ٹیموں نے مشتبہ افراد کی نقل و حرکت پر کڑی نظر رکھنے کے علاوہ متعدد خلاف قانون گاڑیوں کے خلاف کارروائی عمل میں لائی۔: [653, 1582, 806, 1676]
continuation-prefix: بقیہ: [464, 1930, 484, 1941]
continuation-label: [177, 1616, 329, 1632]
article-paragraph: فضائی حملے کی مزید اطلاعات موصول ہو رہی ہیں، حملوں میں 6 افراد جاں بحق، جبکہ متعدد زخمی ہوئے ہیں۔ عرب میڈیا کے مطابق اسرائیل نے جنوبی بیروت میں ایک کثیر المنزلہ عمارت پر بھی بمباری کی جس سے عمارت مکمل منہدم ہو گئی، امدادی کارکن عمارت کا ملبہ ہٹانے اور سرچ آپریشن میں مصروف ہیں۔: [971, 1418, 1124, 1502]
continuation-paper-label: "سیاست": [19, 223, 131, 237]
continuation-num: 53: [293, 1975, 306, 1986]
continuation-num: 1: [1252, 115, 1260, 126]
star-ornament-icon: ✱: [1288, 1075, 1299, 1091]
continuation-label: [336, 1950, 488, 1966]
court-signature: دستخط و مہر عدالت: [60, 2066, 128, 2075]
star-ornament-icon: ✱: [1288, 1701, 1299, 1717]
continuation-number: [131, 1387, 169, 1401]
article-paragraph: انہوں نے جمہوری اسلامی ایران کی سپریم نیشنل سیکیورٹی کونسل کے سربراہ ڈاکٹر علی لاریجانی کی اپنے بیٹے اور دیگر ساتھیوں سمیت گزشتہ شب اپنی رہائش گاہ پر ہونے والی بمباری میں شہادت پر گہرے رنج و الم اور شدید غم و غصے کا اظہار کیا۔ انہوں نے اس بزدلانہ اور کھلی جارحیت کو بین الاقوامی قوانین کی سنگین خلاف ورزی قرار دیا۔: [653, 1388, 806, 1472]
border-caption: روزنامہ سیاست: [2, 873, 13, 950]
star-ornament-icon: ✱: [1093, 2089, 1110, 2107]
article-paragraph: کیس میں انکشاف ہوا ہے کہ ایران کمزور نہیں ہو رہا بلکہ آخری حد تک لڑنے کو تیار ہے۔ امریکی اخبار نے محکمہ خارجہ کی کیبل کا حوالہ دیتے ہوئے کہا ہے کہ سینئر اسرائیلی حکام نے امریکی سفارتکاروں کو بتایا ہے کہ اگر ایرانی شہری حکومت کے خلاف سڑکوں پر نکلے تو انہیں قتل عام کا سامنا کرنا پڑ سکتا ہے۔: [1130, 24, 1282, 108]
continuation-prefix: بقیہ: [147, 816, 166, 827]
article-paragraph: کرتے ہوئے سخت چیکنگ۔ تفصیلات کے مطابق جنرل ہولڈ اپ کے دوران جہلم ویلی پولیس نے اہم شاہراہوں، داخلی و خارجی راستوں اور حساس مقامات پر خصوصی ناکہ بندیاں قائم کر کے گاڑیوں، موٹر سائیکلوں کی جامع چیکنگ کی، پولیس ٹیموں نے مشتبہ افراد کی نقل و حرکت پر کڑی نظر رکھنے کے علاوہ متعدد خلاف قانون گاڑیوں کے خلاف کارروائی عمل میں لائی۔: [971, 1139, 1124, 1234]
star-ornament-icon: ✱: [1288, 227, 1299, 243]
border-caption: روزنامہ سیاست: [2, 1479, 13, 1556]
continuation-number: [131, 147, 169, 161]
article-paragraph: چکا ہے 401 غیر قانونی مقیم افراد ہولڈنگ پوائنٹس پر موجود ہیں۔ ترجمان نے بتایا کہ ڈی پورٹ ہونے والوں میں 12 ہزار 498 مرد 6686 خواتین 13 ہزار 748 بچے شامل ہیں، حکومت کا بڑا اقدام 18 محکموں کی 25 خدمات آن لائن۔: [812, 1418, 965, 1481]
continuation-paper-label: "سیاست": [337, 1122, 449, 1136]
notice-body: کو اصالتاً، وکالتاً یا مختار حاضر عدالت آئیں اور پیروی کریں عدم حاضری عدالت کے باعث آپ کے خلاف کارروائی یکطرفہ عمل میں لائی جائے گی۔: [22, 2018, 166, 2063]
continuation-paper-label: "سیاست": [337, 1885, 449, 1899]
border-caption: روزنامہ سیاست: [2, 994, 13, 1071]
article-paragraph: فضائی حملے کی مزید اطلاعات موصول ہو رہی ہیں، حملوں میں 6 افراد جاں بحق، جبکہ متعدد زخمی ہوئے ہیں۔ عرب میڈیا کے مطابق اسرائیل نے جنوبی بیروت میں ایک کثیر المنزلہ عمارت پر بھی بمباری کی جس سے عمارت مکمل منہدم ہو گئی، امدادی کارکن عمارت کا ملبہ ہٹانے اور سرچ آپریشن میں مصروف ہیں۔: [971, 1912, 1124, 1996]
continuation-prefix: بقیہ: [782, 2038, 802, 2049]
star-ornament-icon: ✱: [2, 1317, 13, 1333]
hearing-date: 27.03.2026: [66, 1651, 122, 1663]
continuation-label: [18, 1364, 170, 1380]
article-paragraph: Pure JK Food Regulations 2017 Unsatisfactory on Labelling 1. Tarka Chatkara Nimko Mix2. Super Tarka Chatkara Nimko Mix3. Kruncher Premium Nimko Mix4. Tarka Dall Muth5. Mazaa Maza Sasi and Crispy6. DeJiJaan Selection Mix Nimko7. Imli Anardana Khatta Mitha Ha Maza Dar8. Chana Pakora Food Authority Act 2017: [494, 518, 647, 683]
article-paragraph: کرنے کی بنا پر وسیم نواز ایس ایچ او بہترین کارکردگی پر اعلیٰ کارکردگی کا سرٹیفکیٹ معہ نقد انعام دیا۔ ایڈیشنل کمشنر راجہ قیصر اور تذریب خان، ڈپٹی کمشنر راجہ محمد صداقت خان، ایس ایس پی خرم اقبال، صدر چیمبر آف کامرس اینڈ انڈسٹری بھی موجود تھے۔: [176, 377, 329, 451]
star-ornament-icon: ✱: [2, 1681, 13, 1697]
article-paragraph: کرتے ہوئے سخت چیکنگ۔ تفصیلات کے مطابق جنرل ہولڈ اپ کے دوران جہلم ویلی پولیس نے اہم شاہراہوں، داخلی و خارجی راستوں اور حساس مقامات پر خصوصی ناکہ بندیاں قائم کر کے گاڑیوں، موٹر سائیکلوں کی جامع چیکنگ کی، پولیس ٹیموں نے مشتبہ افراد کی نقل و حرکت پر کڑی نظر رکھنے کے علاوہ متعدد خلاف قانون گاڑیوں کے خلاف کارروائی عمل میں لائی۔: [971, 1504, 1124, 1599]
article-paragraph: کرنے کی بنا پر وسیم نواز ایس ایچ او بہترین کارکردگی پر اعلیٰ کارکردگی کا سرٹیفکیٹ معہ نقد انعام دیا۔ ایڈیشنل کمشنر راجہ قیصر اور تذریب خان، ڈپٹی کمشنر راجہ محمد صداقت خان، ایس ایس پی خرم اقبال، صدر چیمبر آف کامرس اینڈ انڈسٹری بھی موجود تھے۔: [1130, 1226, 1282, 1300]
continuation-number: [766, 877, 804, 891]
article-paragraph: کرنے کی بنا پر وسیم نواز ایس ایچ او بہترین کارکردگی پر اعلیٰ کارکردگی کا سرٹیفکیٹ معہ نقد انعام دیا۔ ایڈیشنل کمشنر راجہ قیصر اور تذریب خان، ڈپٹی کمشنر راجہ محمد صداقت خان، ایس ایس پی خرم اقبال، صدر چیمبر آف کامرس اینڈ انڈسٹری بھی موجود تھے۔: [971, 24, 1124, 97]
article-paragraph: انہوں نے جمہوری اسلامی ایران کی سپریم نیشنل سیکیورٹی کونسل کے سربراہ ڈاکٹر علی لاریجانی کی اپنے بیٹے اور دیگر ساتھیوں سمیت گزشتہ شب اپنی رہائش گاہ پر ہونے والی بمباری میں شہادت پر گہرے رنج و الم اور شدید غم و غصے کا اظہار کیا۔ انہوں نے اس بزدلانہ اور کھلی جارحیت کو بین الاقوامی قوانین کی سنگین خلاف ورزی قرار دیا۔: [812, 1053, 965, 1137]
continuation-label: [495, 2008, 647, 2024]
continuation-num: 37: [452, 1886, 465, 1897]
border-caption: روزنامہ سیاست: [1288, 146, 1299, 223]
notice-body: مقرر ہوئی ہے آپ مدعا علیہم کی تعمیل بطریق احسن ممکن نہ ہے لہذا آپ مدعا علیہم بذریعہ اشتہار اخبار آگاہ کیا جاتا ہے کہ آپ مدعا علیہم بتاریخ آئندہ تاریخ: [23, 1958, 165, 2003]
continuation-num: 32: [611, 2055, 624, 2066]
border-caption: روزنامہ سیاست: [2, 752, 13, 829]
star-ornament-icon: ✱: [5, 2089, 22, 2107]
article-paragraph: کرنے کی بنا پر وسیم نواز ایس ایچ او بہترین کارکردگی پر اعلیٰ کارکردگی کا سرٹیفکیٹ معہ نقد انعام دیا۔ ایڈیشنل کمشنر راجہ قیصر اور تذریب خان، ڈپٹی کمشنر راجہ محمد صداقت خان، ایس ایس پی خرم اقبال، صدر چیمبر آف کامرس اینڈ انڈسٹری بھی موجود تھے۔: [812, 892, 965, 966]
star-ornament-icon: ✱: [2, 833, 13, 849]
continuation-num: 2: [1252, 223, 1260, 234]
star-ornament-icon: ✱: [1288, 368, 1299, 384]
continuation-num: 8: [1094, 373, 1101, 383]
continuation-number: [449, 1122, 487, 1136]
hearing-date: 24.03.2026: [66, 1945, 122, 1957]
continuation-prefix: بقیہ: [464, 1996, 484, 2007]
continuation-paper-label: "سیاست": [178, 1520, 290, 1534]
bottom-border-ornament: [0, 2086, 1300, 2110]
news-column: [491, 22, 650, 2084]
continuation-paper-label: "سیاست": [655, 877, 767, 891]
continuation-num: 27: [611, 872, 624, 883]
continuation-num: 52: [293, 1953, 306, 1964]
star-ornament-icon: ✱: [2, 954, 13, 970]
border-caption: روزنامہ سیاست: [1288, 1600, 1299, 1677]
article-paragraph: فطرانہ پہنچایا جو مانگنے سے شرماتے ہیں اور جو زندگی کی بنیادی ضروریات پوری کرنے کے لیے سخت جدوجہد کر رہے ہیں۔: [18, 434, 170, 465]
continuation-label: [654, 2036, 806, 2052]
border-caption: روزنامہ سیاست: [1288, 1116, 1299, 1193]
article-paragraph: کرنے کی بنا پر وسیم نواز ایس ایچ او بہترین کارکردگی پر اعلیٰ کارکردگی کا سرٹیفکیٹ معہ نقد انعام دیا۔ ایڈیشنل کمشنر راجہ قیصر اور تذریب خان، ڈپٹی کمشنر راجہ محمد صداقت خان، ایس ایس پی خرم اقبال، صدر چیمبر آف کامرس اینڈ انڈسٹری بھی موجود تھے۔: [812, 1934, 965, 2007]
continuation-number: [131, 1008, 169, 1022]
continuation-label: [18, 1342, 170, 1358]
continuation-label: [495, 1579, 647, 1595]
continuation-paper-label: "سیاست": [19, 1321, 131, 1335]
